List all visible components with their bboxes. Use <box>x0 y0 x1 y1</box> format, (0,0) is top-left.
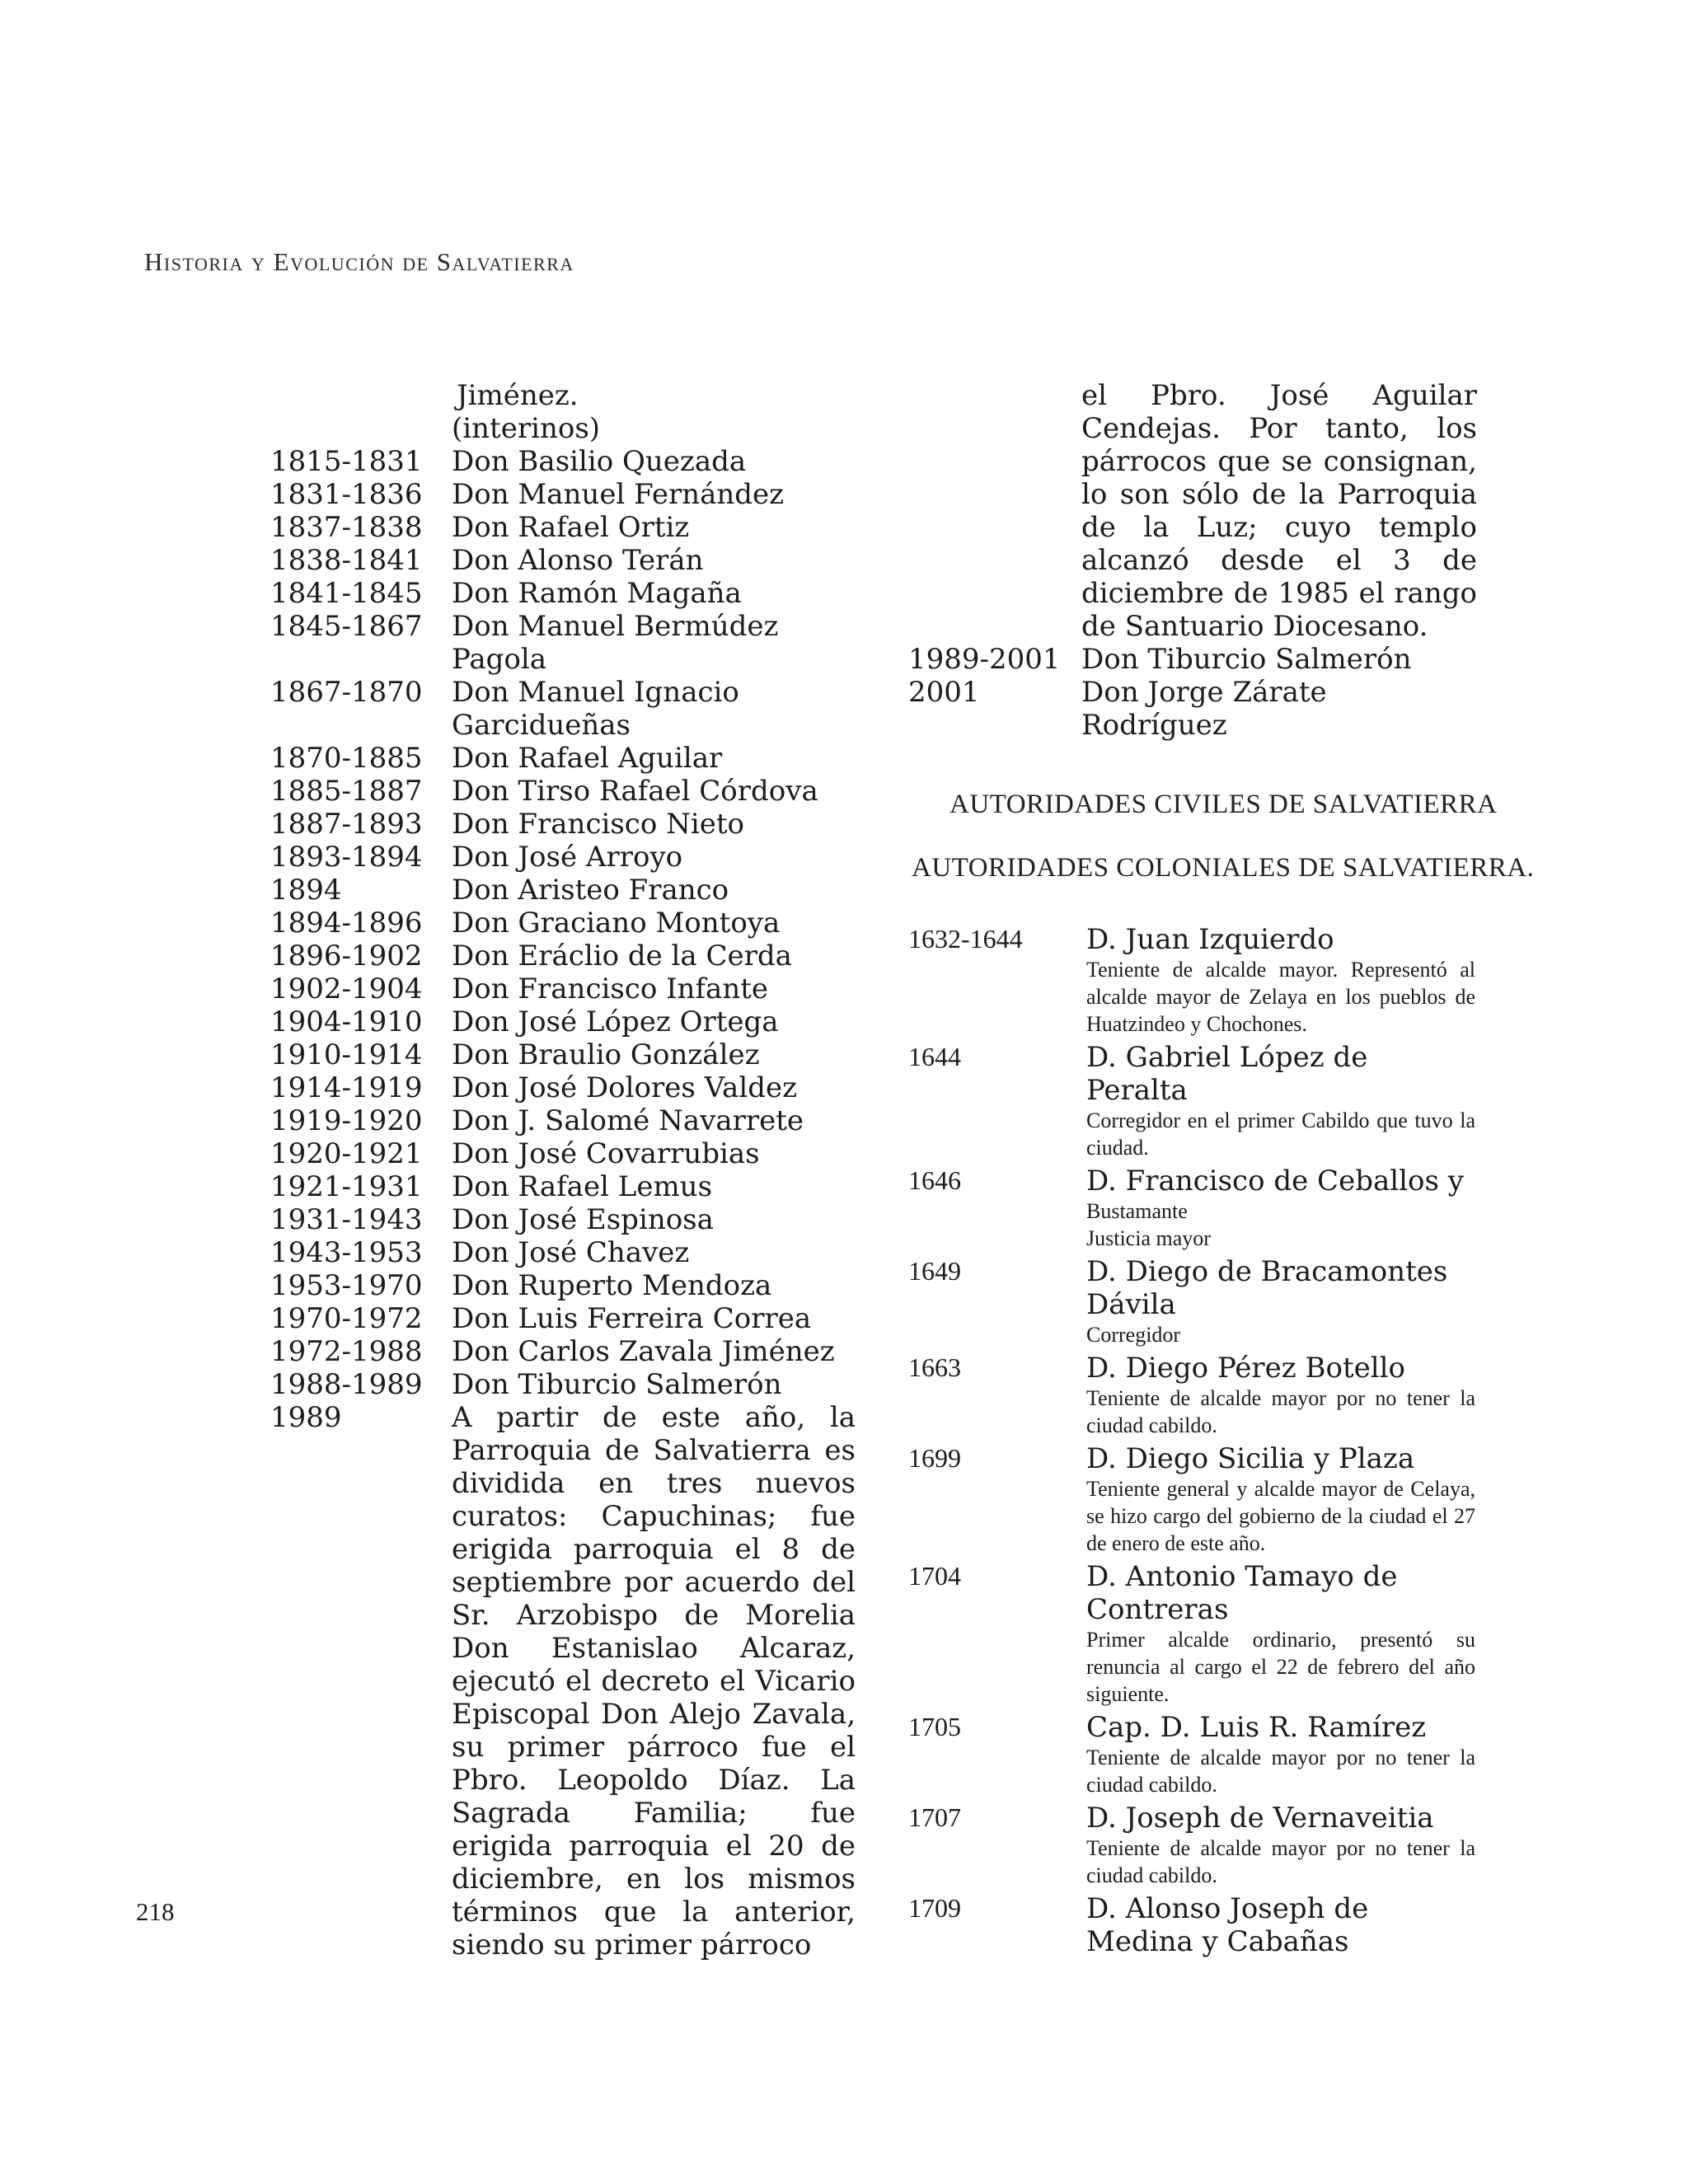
priest-years: 1845-1867 <box>270 610 423 643</box>
colonial-name: D. Alonso Joseph de Medina y Cabañas <box>1086 1892 1369 1958</box>
colonial-years: 1663 <box>908 1352 961 1382</box>
colonial-years: 1646 <box>908 1165 961 1195</box>
colonial-entry <box>908 923 1477 1038</box>
priest-row <box>270 1137 864 1170</box>
colonial-entry <box>908 1442 1477 1557</box>
priest-row <box>270 808 864 841</box>
priest-name: Don Rafael Lemus <box>452 1170 713 1203</box>
priest-row <box>270 511 864 544</box>
priest-years: 1815-1831 <box>270 445 423 478</box>
priest-years: 1920-1921 <box>270 1137 423 1170</box>
intro-line <box>270 412 864 445</box>
intro-line-2: (interinos) <box>452 412 601 445</box>
colonial-entry <box>908 1560 1477 1708</box>
colonial-name: D. Juan Izquierdo <box>1086 923 1334 956</box>
priest-years: 1988-1989 <box>270 1368 423 1401</box>
priest-name: Don Rafael Ortiz <box>452 511 690 544</box>
colonial-name: D. Diego Sicilia y Plaza <box>1086 1442 1415 1475</box>
priest-name: Don Carlos Zavala Jiménez <box>452 1335 835 1368</box>
priest-name: Don Basilio Quezada <box>452 445 747 478</box>
priest-years: 1989-2001 <box>908 643 1061 676</box>
priest-row <box>270 544 864 577</box>
priest-row <box>270 610 864 676</box>
colonial-name: D. Gabriel López de Peralta <box>1086 1041 1368 1107</box>
priest-row <box>270 775 864 808</box>
colonial-note: Teniente de alcalde mayor por no tener la ciudad cabildo. <box>1086 1386 1475 1437</box>
priest-years: 1894-1896 <box>270 907 423 940</box>
priest-row <box>270 445 864 478</box>
priest-years: 1972-1988 <box>270 1335 423 1368</box>
colonial-note: Teniente de alcalde mayor. Representó al alcalde mayor de Zelaya en los pueblos de Huatzindeo y Chochones. <box>1086 958 1475 1036</box>
priest-row <box>270 874 864 907</box>
priest-years: 1943-1953 <box>270 1236 423 1269</box>
priest-years: 1904-1910 <box>270 1005 423 1038</box>
priest-name: Don José López Ortega <box>452 1005 779 1038</box>
colonial-years: 1704 <box>908 1561 961 1591</box>
priest-name: Don José Covarrubias <box>452 1137 760 1170</box>
priest-row <box>270 1170 864 1203</box>
priest-years: 1867-1870 <box>270 676 423 709</box>
priest-years: 2001 <box>908 676 980 709</box>
priest-row <box>270 1071 864 1104</box>
priest-name: Don Eráclio de la Cerda <box>452 940 792 972</box>
priest-years: 1896-1902 <box>270 940 423 972</box>
priest-years: 1914-1919 <box>270 1071 423 1104</box>
priest-row <box>270 1038 864 1071</box>
colonial-years: 1699 <box>908 1443 961 1473</box>
colonial-note: Teniente de alcalde mayor por no tener la ciudad cabildo. <box>1086 1746 1475 1797</box>
colonial-years: 1644 <box>908 1042 961 1071</box>
priest-row <box>270 1005 864 1038</box>
priest-years: 1831-1836 <box>270 478 423 511</box>
continuation-paragraph: el Pbro. José Aguilar Cendejas. Por tanto, los párrocos que se consignan, lo son sólo de la Parroquia de la Luz; cuyo templo alcanzó desde el 3 de diciembre de 1985 el rango de Santuario Diocesano. <box>1081 379 1477 643</box>
final-entry-text: A partir de este año, la Parroquia de Salvatierra es dividida en tres nuevos curatos: Capuchinas; fue erigida parroquia el 8 de septiembre por acuerdo del Sr. Arzobispo de Morelia Don Estanislao Alcaraz, ejecutó el decreto el Vicario Episcopal Don Alejo Zavala, su primer párroco fue el Pbro. Leopoldo Díaz. La Sagrada Familia; fue erigida parroquia el 20 de diciembre, en los mismos términos que la anterior, siendo su primer párroco <box>452 1401 856 1961</box>
colonial-name: D. Francisco de Ceballos y <box>1086 1165 1464 1197</box>
heading-colonial-authorities: AUTORIDADES COLONIALES DE SALVATIERRA. <box>912 853 1535 883</box>
priest-name: Don José Dolores Valdez <box>452 1071 797 1104</box>
priest-row <box>270 1203 864 1236</box>
priest-name: Don Manuel Fernández <box>452 478 785 511</box>
priest-row <box>270 1104 864 1137</box>
colonial-note: Primer alcalde ordinario, presentó su renuncia al cargo el 22 de febrero del año siguiente. <box>1086 1628 1475 1706</box>
priest-row <box>270 940 864 972</box>
priest-years: 1893-1894 <box>270 841 423 874</box>
colonial-years: 1632-1644 <box>908 924 1023 954</box>
priest-years: 1870-1885 <box>270 742 423 775</box>
colonial-authorities-list <box>908 923 1477 1958</box>
priest-row <box>908 643 1477 676</box>
priest-years: 1902-1904 <box>270 972 423 1005</box>
priest-years: 1970-1972 <box>270 1302 423 1335</box>
priest-name: Don Manuel Ignacio Garcidueñas <box>452 676 739 742</box>
colonial-entry <box>908 1711 1477 1798</box>
final-entry-years: 1989 <box>270 1401 342 1434</box>
colonial-years: 1649 <box>908 1256 961 1286</box>
priest-row <box>270 1269 864 1302</box>
priest-row <box>908 676 1477 742</box>
colonial-note: Corregidor <box>1086 1323 1181 1347</box>
colonial-years: 1707 <box>908 1802 961 1832</box>
colonial-years: 1705 <box>908 1712 961 1741</box>
heading-civil-authorities: AUTORIDADES CIVILES DE SALVATIERRA <box>950 790 1498 819</box>
priest-name: Don Rafael Aguilar <box>452 742 723 775</box>
priest-name: Don Manuel Bermúdez Pagola <box>452 610 779 676</box>
priest-row <box>270 1335 864 1368</box>
colonial-name: D. Diego Pérez Botello <box>1086 1352 1405 1385</box>
priest-name: Don Francisco Infante <box>452 972 768 1005</box>
colonial-note: Teniente de alcalde mayor por no tener la ciudad cabildo. <box>1086 1836 1475 1887</box>
colonial-years: 1709 <box>908 1893 961 1923</box>
colonial-name: D. Diego de Bracamontes Dávila <box>1086 1255 1448 1321</box>
priest-name: Don Luis Ferreira Correa <box>452 1302 812 1335</box>
colonial-entry <box>908 1255 1477 1348</box>
colonial-note: Bustamante Justicia mayor <box>1086 1199 1211 1250</box>
running-header: Historia y Evolución de Salvatierra <box>144 247 574 276</box>
priest-years: 1887-1893 <box>270 808 423 841</box>
intro-line-1: Jiménez. <box>457 379 579 412</box>
priest-name: Don J. Salomé Navarrete <box>452 1104 804 1137</box>
priest-name: Don Tirso Rafael Córdova <box>452 775 818 808</box>
priest-row <box>270 478 864 511</box>
priest-years: 1921-1931 <box>270 1170 423 1203</box>
priest-years: 1953-1970 <box>270 1269 423 1302</box>
intro-line <box>270 379 864 412</box>
priest-name: Don Ramón Magaña <box>452 577 742 610</box>
colonial-note: Teniente general y alcalde mayor de Celaya, se hizo cargo del gobierno de la ciudad el 27 de enero de este año. <box>1086 1477 1475 1555</box>
priest-row <box>270 1302 864 1335</box>
priest-years: 1837-1838 <box>270 511 423 544</box>
priest-row <box>270 907 864 940</box>
colonial-entry <box>908 1041 1477 1161</box>
priest-name: Don Tiburcio Salmerón <box>1081 643 1412 676</box>
priest-years: 1885-1887 <box>270 775 423 808</box>
colonial-entry <box>908 1802 1477 1889</box>
colonial-name: Cap. D. Luis R. Ramírez <box>1086 1711 1427 1744</box>
priest-name: Don Ruperto Mendoza <box>452 1269 772 1302</box>
priest-years: 1910-1914 <box>270 1038 423 1071</box>
priest-years: 1919-1920 <box>270 1104 423 1137</box>
colonial-entry <box>908 1352 1477 1439</box>
right-column <box>908 379 1535 1961</box>
priest-row <box>270 1368 864 1401</box>
priest-years: 1841-1845 <box>270 577 423 610</box>
left-column <box>270 379 864 1961</box>
priest-name: Don Graciano Montoya <box>452 907 781 940</box>
priest-row <box>270 742 864 775</box>
colonial-name: D. Antonio Tamayo de Contreras <box>1086 1560 1398 1626</box>
priest-name: Don Jorge Zárate Rodríguez <box>1081 676 1327 742</box>
priest-name: Don José Arroyo <box>452 841 683 874</box>
priest-name: Don José Chavez <box>452 1236 690 1269</box>
priest-years: 1931-1943 <box>270 1203 423 1236</box>
priest-name: Don Francisco Nieto <box>452 808 745 841</box>
colonial-entry <box>908 1892 1477 1958</box>
page-number: 218 <box>136 1897 175 1926</box>
parish-priest-list <box>270 445 864 1401</box>
priest-row <box>270 676 864 742</box>
priest-row <box>270 577 864 610</box>
colonial-name: D. Joseph de Vernaveitia <box>1086 1802 1434 1835</box>
colonial-note: Corregidor en el primer Cabildo que tuvo la ciudad. <box>1086 1108 1475 1160</box>
later-priest-list <box>908 643 1477 742</box>
priest-name: Don Alonso Terán <box>452 544 704 577</box>
priest-name: Don Tiburcio Salmerón <box>452 1368 782 1401</box>
priest-name: Don Aristeo Franco <box>452 874 729 907</box>
colonial-entry <box>908 1165 1477 1252</box>
final-entry <box>270 1401 864 1961</box>
priest-row <box>270 972 864 1005</box>
priest-name: Don Braulio González <box>452 1038 760 1071</box>
priest-years: 1838-1841 <box>270 544 423 577</box>
priest-years: 1894 <box>270 874 342 907</box>
priest-row <box>270 1236 864 1269</box>
priest-name: Don José Espinosa <box>452 1203 714 1236</box>
priest-row <box>270 841 864 874</box>
